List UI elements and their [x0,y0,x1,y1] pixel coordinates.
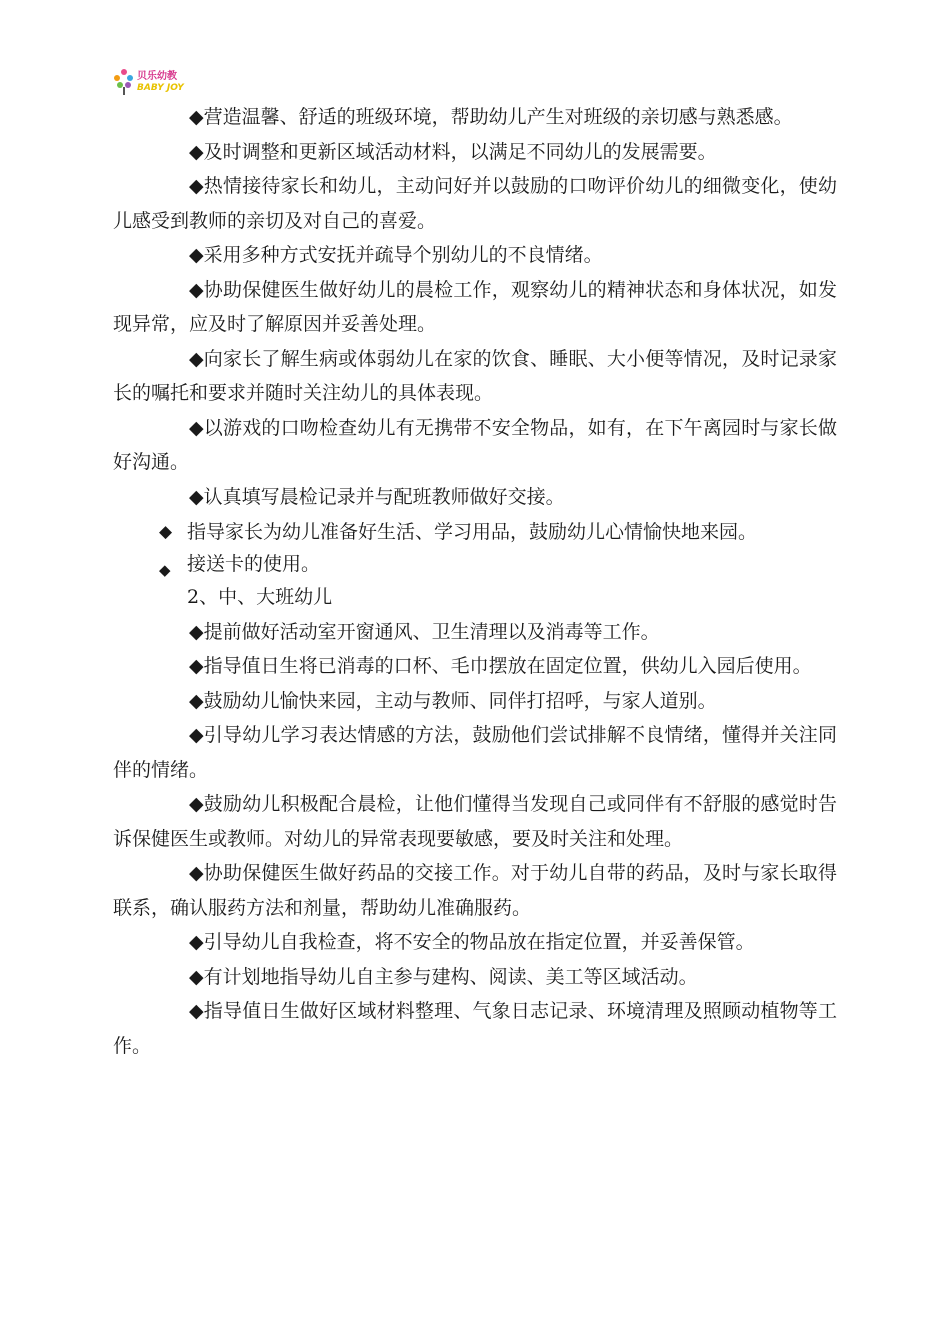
section-heading: 2、中、大班幼儿 [187,586,333,608]
paragraph: ◆指导值日生将已消毒的口杯、毛巾摆放在固定位置，供幼儿入园后使用。 [189,655,812,677]
list-item [113,548,837,580]
paragraph: ◆引导幼儿自我检查，将不安全的物品放在指定位置，并妥善保管。 [189,931,755,953]
paragraph: ◆及时调整和更新区域活动材料，以满足不同幼儿的发展需要。 [189,140,717,163]
paragraph: ◆指导值日生做好区域材料整理、气象日志记录、环境清理及照顾动植物等工作。 [113,1000,837,1057]
paragraph: ◆有计划地指导幼儿自主参与建构、阅读、美工等区域活动。 [189,965,698,988]
paragraph: ◆以游戏的口吻检查幼儿有无携带不安全物品，如有，在下午离园时与家长做好沟通。 [113,416,837,473]
logo-tree-icon [113,68,135,96]
paragraph: ◆热情接待家长和幼儿，主动问好并以鼓励的口吻评价幼儿的细微变化，使幼儿感受到教师的亲切及对自己的喜爱。 [113,175,837,232]
paragraph: ◆鼓励幼儿愉快来园，主动与教师、同伴打招呼，与家人道别。 [189,689,717,712]
logo-en-text: BABY JOY [137,82,184,93]
paragraph: ◆营造温馨、舒适的班级环境，帮助幼儿产生对班级的亲切感与熟悉感。 [189,106,793,128]
bullet-list [113,516,837,580]
paragraph: ◆采用多种方式安抚并疏导个别幼儿的不良情绪。 [189,244,603,266]
paragraph: ◆协助保健医生做好药品的交接工作。对于幼儿自带的药品，及时与家长取得联系，确认服药方法和剂量，帮助幼儿准确服药。 [113,862,837,919]
diamond-bullet-icon: ◆ [159,522,173,542]
diamond-bullet-icon: ◆ [159,561,171,579]
baby-joy-logo [113,68,197,96]
document-body [113,100,837,1063]
paragraph: ◆提前做好活动室开窗通风、卫生清理以及消毒等工作。 [189,620,660,643]
list-item [113,516,837,548]
paragraph: ◆协助保健医生做好幼儿的晨检工作，观察幼儿的精神状态和身体状况，如发现异常，应及时了解原因并妥善处理。 [113,278,837,335]
logo-cn-text: 贝乐幼教 [137,70,177,82]
list-item-text: 接送卡的使用。 [187,553,321,575]
paragraph: ◆认真填写晨检记录并与配班教师做好交接。 [189,485,565,508]
paragraph: ◆引导幼儿学习表达情感的方法，鼓励他们尝试排解不良情绪，懂得并关注同伴的情绪。 [113,724,837,781]
list-item-text: 指导家长为幼儿准备好生活、学习用品，鼓励幼儿心情愉快地来园。 [187,521,758,543]
paragraph: ◆向家长了解生病或体弱幼儿在家的饮食、睡眠、大小便等情况，及时记录家长的嘱托和要求并随时关注幼儿的具体表现。 [113,347,837,404]
paragraph: ◆鼓励幼儿积极配合晨检，让他们懂得当发现自己或同伴有不舒服的感觉时告诉保健医生或教师。对幼儿的异常表现要敏感，要及时关注和处理。 [113,793,837,850]
